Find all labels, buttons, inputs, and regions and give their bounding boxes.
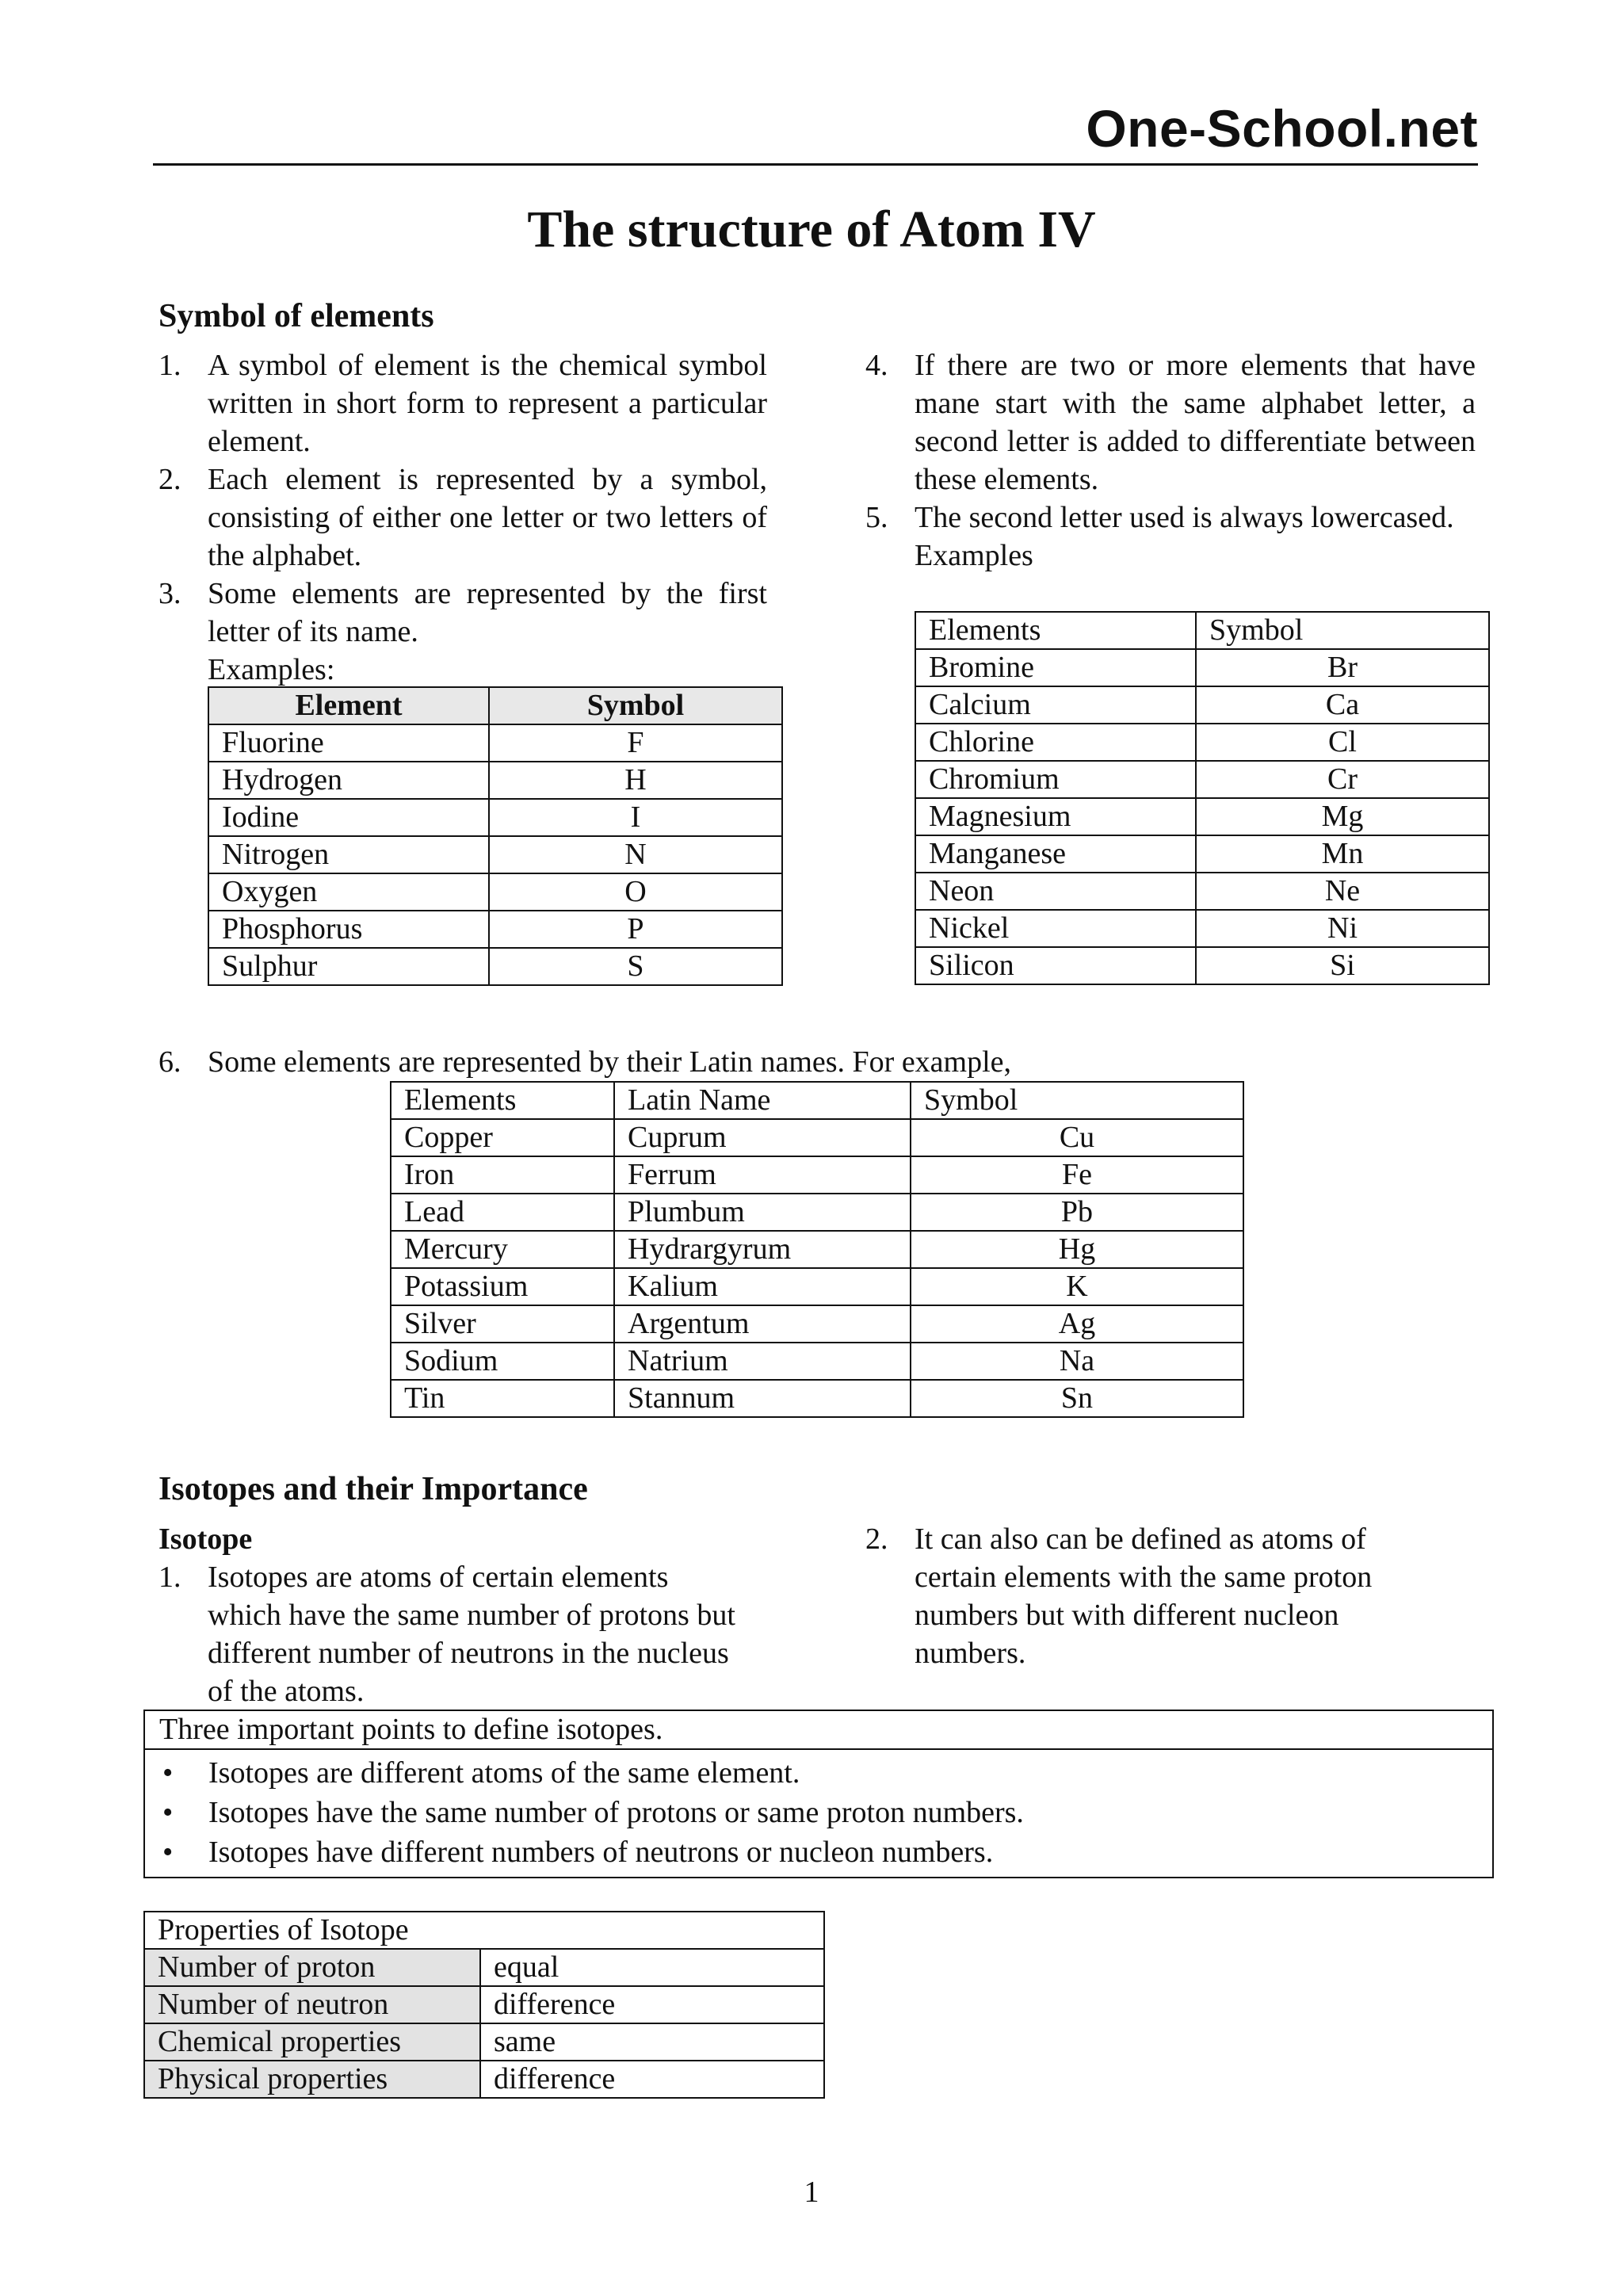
table-row: Oxygen O bbox=[208, 873, 782, 911]
list-item: 1. Isotopes are atoms of certain elements which have the same number of protons but different number of neutrons in the nucleus of the atoms. bbox=[158, 1561, 735, 1708]
table-header: Symbol bbox=[1196, 612, 1489, 649]
isotope-points-box bbox=[143, 1710, 1494, 1878]
page-title: The structure of Atom IV bbox=[527, 201, 1096, 258]
table-latin-names bbox=[390, 1081, 1244, 1418]
table-row: Nickel Ni bbox=[915, 910, 1489, 947]
table-row: Phosphorus P bbox=[208, 911, 782, 948]
isotope-definition-2 bbox=[865, 1520, 1436, 1672]
table-row: Physical properties difference bbox=[144, 2061, 824, 2098]
header-rule bbox=[153, 163, 1478, 166]
examples-label: Examples: bbox=[208, 653, 335, 686]
table-header: Element bbox=[208, 687, 489, 724]
bullet-item: • Isotopes are different atoms of the same element. bbox=[145, 1753, 1492, 1793]
table-header: Symbol bbox=[911, 1082, 1243, 1119]
table-single-letter-symbols bbox=[208, 686, 783, 986]
table-row: Copper Cuprum Cu bbox=[391, 1119, 1243, 1156]
table-row: Iron Ferrum Fe bbox=[391, 1156, 1243, 1194]
section-heading-symbols: Symbol of elements bbox=[158, 298, 434, 334]
subheading-isotope: Isotope bbox=[158, 1522, 253, 1556]
examples-label: Examples bbox=[915, 539, 1033, 572]
list-item: 2. Each element is represented by a symbol, consisting of either one letter or two letters of the alphabet. bbox=[158, 463, 767, 572]
table-row: Mercury Hydrargyrum Hg bbox=[391, 1231, 1243, 1268]
table-row: Manganese Mn bbox=[915, 835, 1489, 873]
table-row: Silicon Si bbox=[915, 947, 1489, 984]
list-item: 1. A symbol of element is the chemical symbol written in short form to represent a particular element. bbox=[158, 349, 767, 458]
table-header: Latin Name bbox=[614, 1082, 911, 1119]
table-two-letter-symbols bbox=[915, 611, 1490, 985]
table-row: Iodine I bbox=[208, 799, 782, 836]
item-6 bbox=[158, 1043, 1347, 1081]
site-brand: One-School.net bbox=[1086, 99, 1478, 158]
isotope-definition-1 bbox=[158, 1558, 745, 1710]
list-item: 6. Some elements are represented by their Latin names. For example, bbox=[158, 1045, 1012, 1079]
list-item: 4. If there are two or more elements that have mane start with the same alphabet letter, a second letter is added to differentiate between these elements. bbox=[865, 349, 1476, 496]
table-row: Potassium Kalium K bbox=[391, 1268, 1243, 1305]
table-row: Number of proton equal bbox=[144, 1949, 824, 1986]
list-item: 3. Some elements are represented by the first letter of its name. bbox=[158, 577, 767, 648]
table-row: Magnesium Mg bbox=[915, 798, 1489, 835]
table-row: Chromium Cr bbox=[915, 761, 1489, 798]
table-row: Tin Stannum Sn bbox=[391, 1380, 1243, 1417]
table-row: Nitrogen N bbox=[208, 836, 782, 873]
table-header: Symbol bbox=[489, 687, 782, 724]
table-row: Sodium Natrium Na bbox=[391, 1343, 1243, 1380]
table-row: Number of neutron difference bbox=[144, 1986, 824, 2023]
left-column bbox=[158, 346, 767, 689]
table-row: Lead Plumbum Pb bbox=[391, 1194, 1243, 1231]
bullet-item: • Isotopes have different numbers of neutrons or nucleon numbers. bbox=[145, 1832, 1492, 1872]
box-title: Three important points to define isotopes. bbox=[145, 1711, 1492, 1750]
right-column bbox=[865, 346, 1476, 575]
table-isotope-properties bbox=[143, 1911, 825, 2099]
table-row: Chemical properties same bbox=[144, 2023, 824, 2061]
table-row: Calcium Ca bbox=[915, 686, 1489, 724]
table-row: Silver Argentum Ag bbox=[391, 1305, 1243, 1343]
table-header: Elements bbox=[915, 612, 1196, 649]
table-title: Properties of Isotope bbox=[144, 1912, 824, 1949]
table-row: Hydrogen H bbox=[208, 762, 782, 799]
list-item: 5. The second letter used is always lowercased. bbox=[865, 501, 1454, 534]
table-row: Neon Ne bbox=[915, 873, 1489, 910]
table-row: Chlorine Cl bbox=[915, 724, 1489, 761]
section-heading-isotopes: Isotopes and their Importance bbox=[158, 1471, 588, 1507]
table-header: Elements bbox=[391, 1082, 614, 1119]
bullet-item: • Isotopes have the same number of protons or same proton numbers. bbox=[145, 1793, 1492, 1832]
table-row: Bromine Br bbox=[915, 649, 1489, 686]
list-item: 2. It can also can be defined as atoms of certain elements with the same proton numbers but with different nucleon numbers. bbox=[865, 1522, 1373, 1670]
page-number: 1 bbox=[804, 2176, 819, 2209]
table-row: Fluorine F bbox=[208, 724, 782, 762]
table-row: Sulphur S bbox=[208, 948, 782, 985]
